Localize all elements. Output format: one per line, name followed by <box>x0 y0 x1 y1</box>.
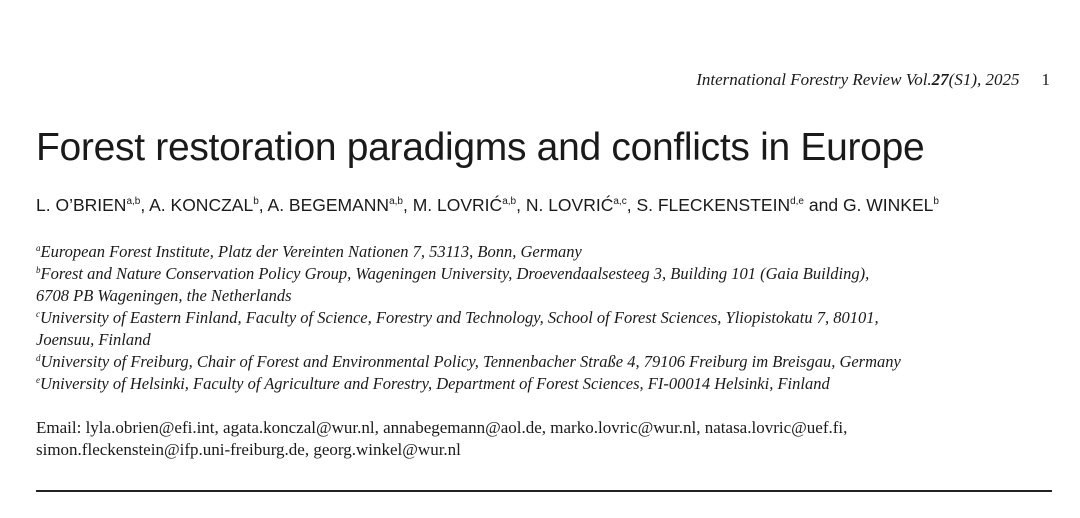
author-separator: , <box>258 195 268 215</box>
author-affiliation-marker: d,e <box>790 196 804 207</box>
affiliation-text: University of Eastern Finland, Faculty of Science, Forestry and Technology, School of Forest Sciences, Yliopistokatu 7, 80101, <box>40 308 879 327</box>
affiliation-text: University of Helsinki, Faculty of Agriculture and Forestry, Department of Forest Sciences, FI-00014 Helsinki, Finland <box>40 374 830 393</box>
email-block <box>36 417 1046 461</box>
volume-number: 27 <box>931 70 949 89</box>
author-separator: and <box>804 195 843 215</box>
page-number: 1 <box>1041 70 1050 89</box>
author-name: L. O’BRIEN <box>36 195 127 215</box>
author-separator: , <box>626 195 637 215</box>
author-separator: , <box>516 195 526 215</box>
author-name: M. LOVRIĆ <box>412 195 503 215</box>
affiliation-text: European Forest Institute, Platz der Vereinten Nationen 7, 53113, Bonn, Germany <box>40 242 582 261</box>
affiliation-text: University of Freiburg, Chair of Forest and Environmental Policy, Tennenbacher Straße 4, 79106 Freiburg im Breisgau, Germany <box>40 352 901 371</box>
author-affiliation-marker: a,b <box>126 196 141 207</box>
author-affiliation-marker: b <box>933 196 939 207</box>
affiliation-line <box>36 329 1046 351</box>
affiliation-text: Forest and Nature Conservation Policy Group, Wageningen University, Droevendaalsesteeg 3, Building 101 (Gaia Building), <box>40 264 870 283</box>
affiliation-marker: d <box>36 353 41 363</box>
email-line: Email: lyla.obrien@efi.int, agata.konczal@wur.nl, annabegemann@aol.de, marko.lovric@wur.nl, natasa.lovric@uef.fi, <box>36 418 848 437</box>
author-name: G. WINKEL <box>842 195 934 215</box>
affiliation-text: Joensuu, Finland <box>36 330 151 349</box>
author-separator: , <box>140 195 150 215</box>
header-divider <box>36 490 1052 492</box>
author-name: A. BEGEMANN <box>267 195 390 215</box>
affiliation-marker: e <box>36 375 40 385</box>
affiliation-marker: a <box>36 243 41 253</box>
author-name: A. KONCZAL <box>149 195 254 215</box>
author-affiliation-marker: b <box>253 196 259 207</box>
affiliation-line <box>36 263 1046 285</box>
author-affiliation-marker: a,b <box>502 196 517 207</box>
affiliation-line <box>36 307 1046 329</box>
affiliation-marker: b <box>36 265 41 275</box>
issue-year: (S1), 2025 <box>948 70 1020 89</box>
running-head <box>696 70 1050 90</box>
affiliation-list <box>36 241 1046 395</box>
journal-name: International Forestry Review Vol. <box>696 70 932 89</box>
affiliation-line <box>36 241 1046 263</box>
author-list <box>36 195 939 216</box>
author-affiliation-marker: a,b <box>389 196 403 207</box>
affiliation-line <box>36 373 1046 395</box>
affiliation-text: 6708 PB Wageningen, the Netherlands <box>36 286 292 305</box>
author-name: S. FLECKENSTEIN <box>636 195 791 215</box>
email-line: simon.fleckenstein@ifp.uni-freiburg.de, georg.winkel@wur.nl <box>36 440 461 459</box>
affiliation-marker: c <box>36 309 40 319</box>
article-title: Forest restoration paradigms and conflicts in Europe <box>36 126 925 169</box>
author-name: N. LOVRIĆ <box>525 195 614 215</box>
affiliation-line <box>36 285 1046 307</box>
affiliation-line <box>36 351 1046 373</box>
author-separator: , <box>402 195 413 215</box>
author-affiliation-marker: a,c <box>613 196 627 207</box>
